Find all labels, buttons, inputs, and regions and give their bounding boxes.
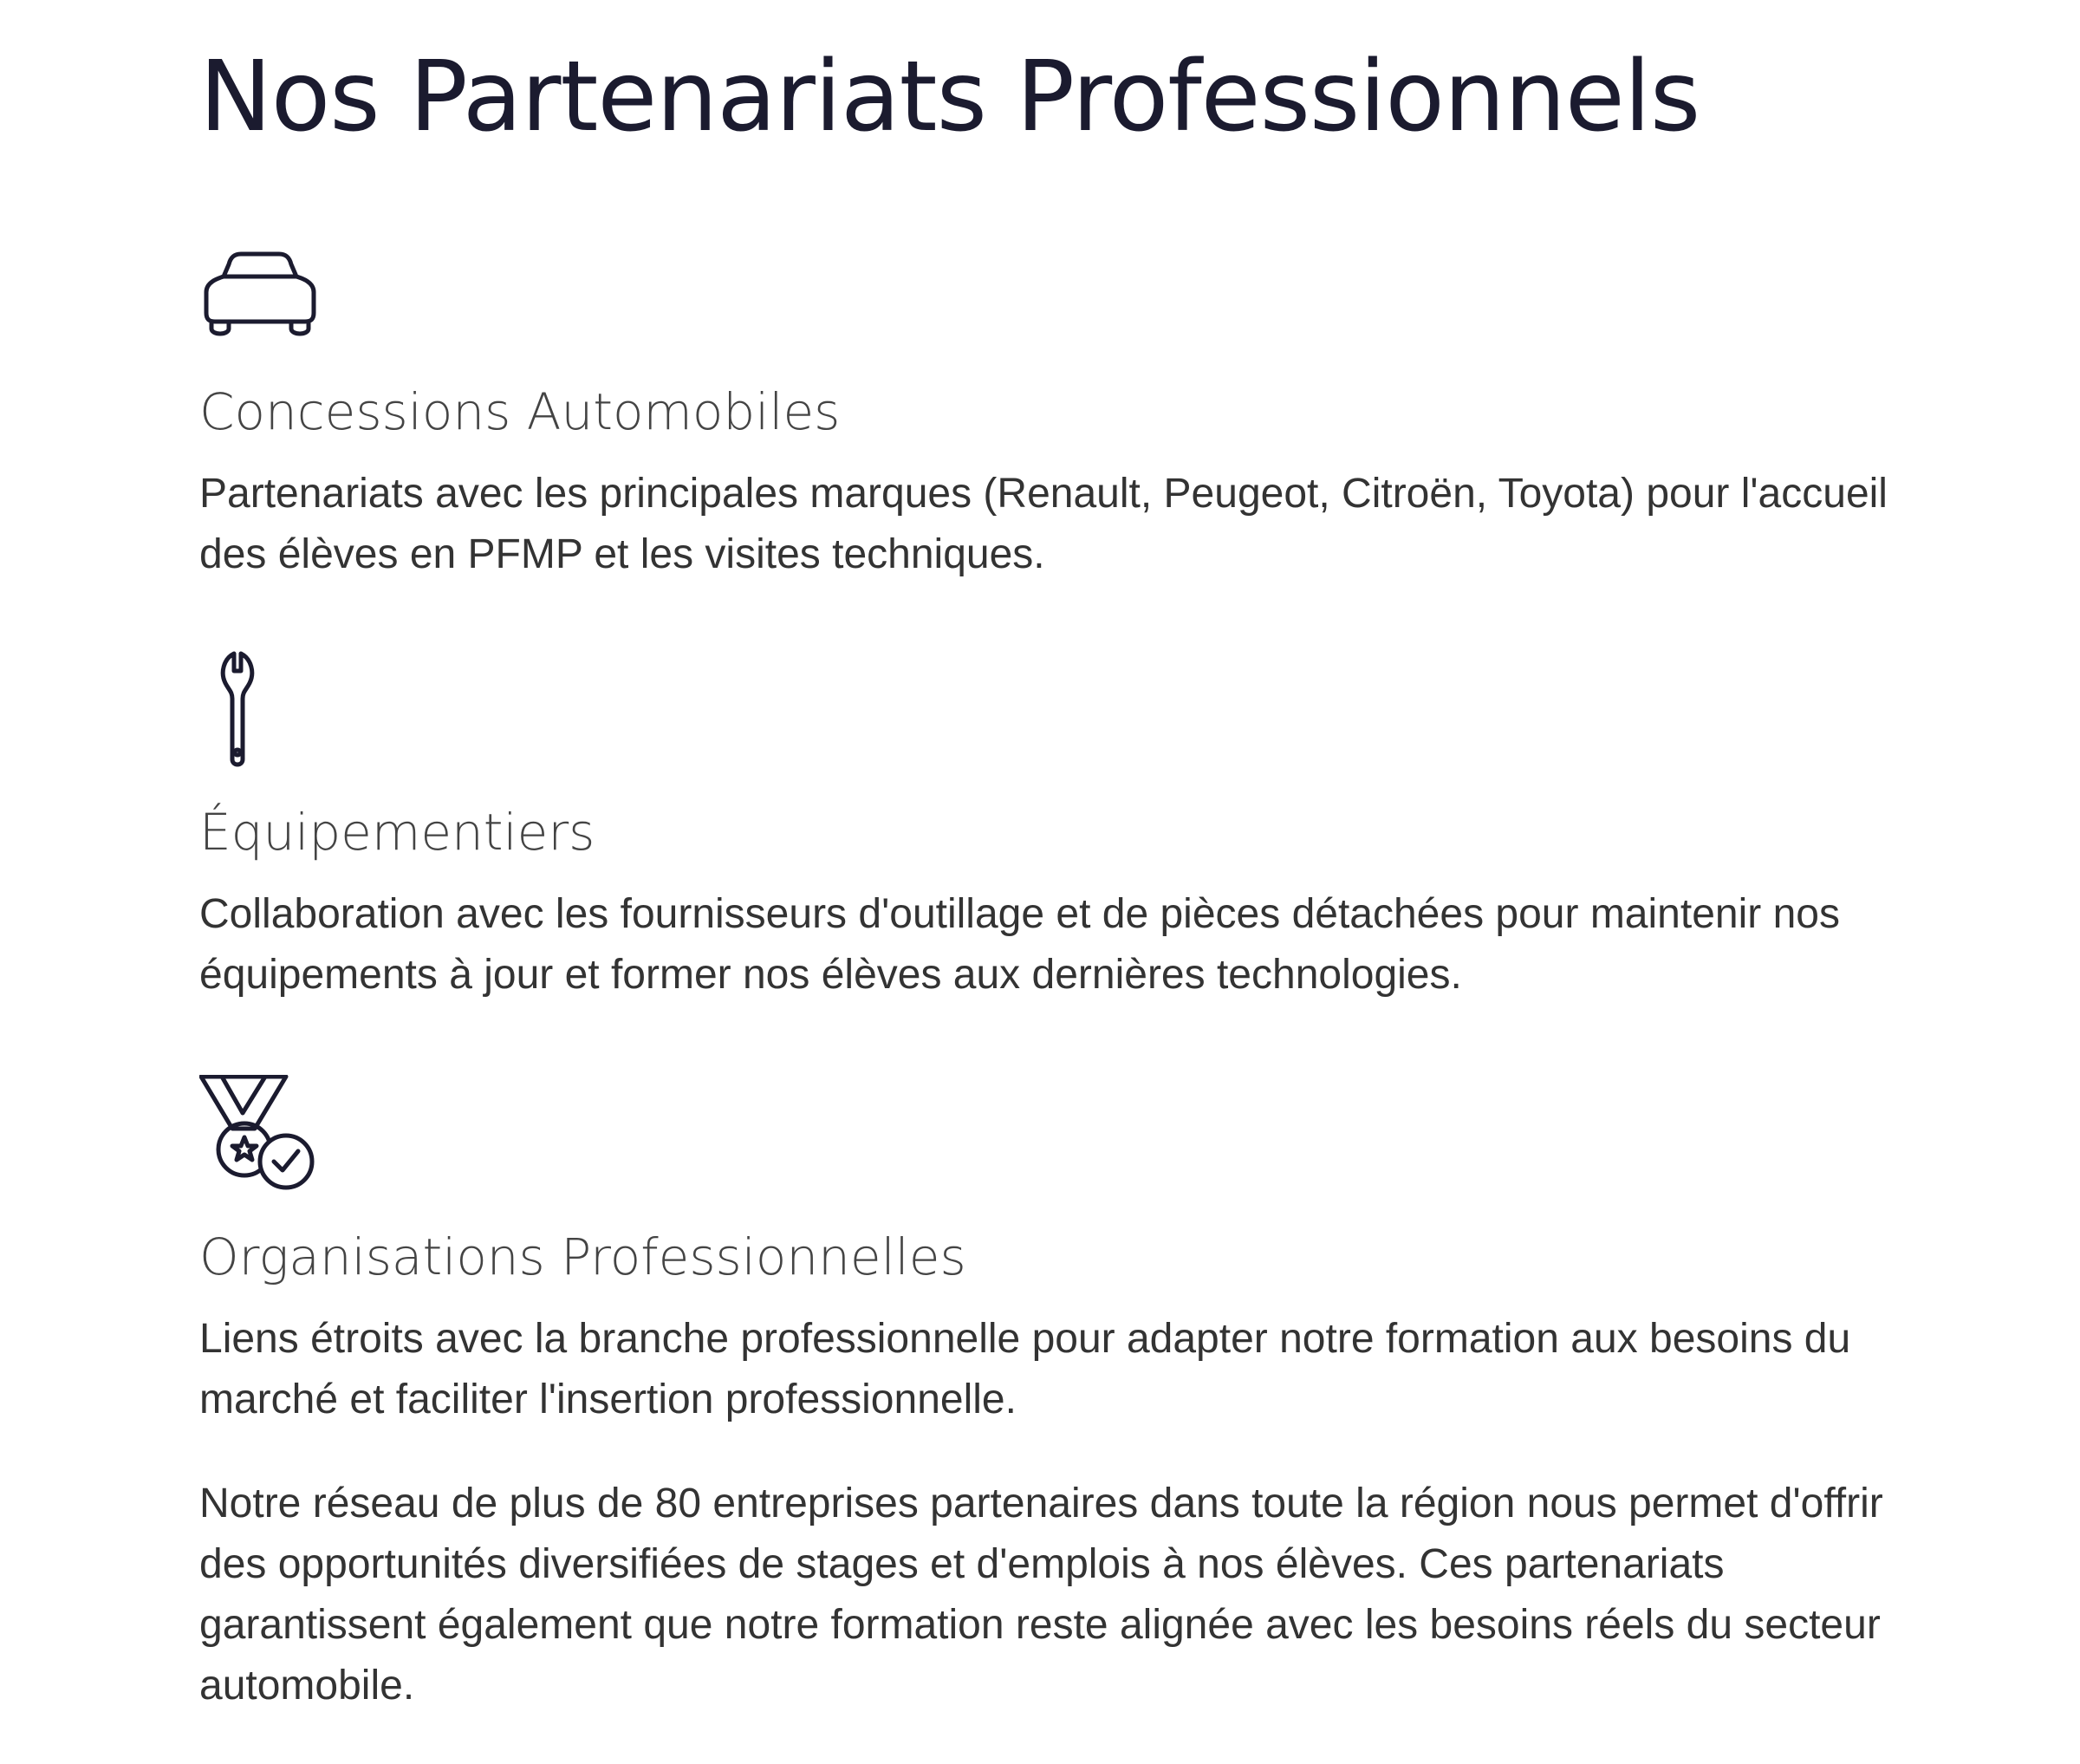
partner-description: Partenariats avec les principales marques (Renault, Peugeot, Citroën, Toyota) pour l'accueil des élèves en PFMP et les visites techniques. <box>199 471 1888 577</box>
wrench-icon <box>199 650 321 771</box>
partner-title: Équipementiers <box>199 803 595 862</box>
closing-paragraph: Notre réseau de plus de 80 entreprises partenaires dans toute la région nous permet d'offrir des opportunités diversifiées de stages et d'emplois à nos élèves. Ces partenariats garantissent également que notre formation reste alignée avec les besoins réels du secteur automobile. <box>199 1481 1883 1709</box>
partner-title: Concessions Automobiles <box>199 382 841 441</box>
partner-title: Organisations Professionnelles <box>199 1227 966 1286</box>
partnerships-section <box>199 0 1924 1709</box>
medal-check-icon <box>199 1075 321 1196</box>
partner-description: Collaboration avec les fournisseurs d'outillage et de pièces détachées pour maintenir nos équipements à jour et former nos élèves aux dernières technologies. <box>199 891 1840 998</box>
page-title: Nos Partenariats Professionnels <box>199 41 1700 153</box>
car-icon <box>199 230 321 351</box>
partner-description: Liens étroits avec la branche professionnelle pour adapter notre formation aux besoins du marché et faciliter l'insertion professionnelle. <box>199 1316 1851 1422</box>
